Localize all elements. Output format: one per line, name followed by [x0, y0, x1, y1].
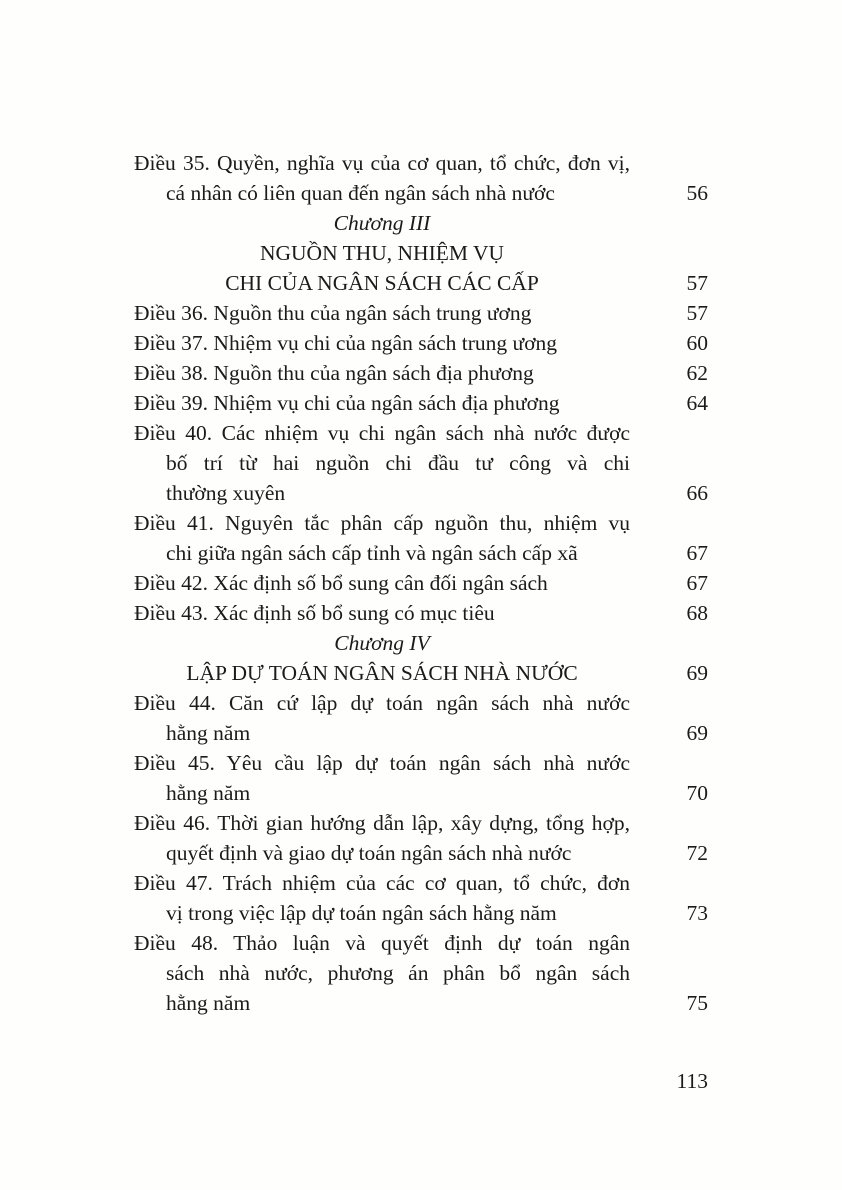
entry-line: Điều 40. Các nhiệm vụ chi ngân sách nhà nước được: [134, 421, 630, 445]
toc-entry-article-39: [134, 388, 708, 418]
entry-line: hằng năm: [166, 991, 251, 1015]
table-of-contents: [134, 148, 708, 1018]
entry-line: Điều 48. Thảo luận và quyết định dự toán ngân: [134, 931, 630, 955]
page-ref: 69: [686, 661, 708, 685]
page-ref: 67: [686, 571, 708, 595]
toc-entry-article-47: [134, 868, 708, 928]
page-ref: 75: [686, 991, 708, 1015]
entry-line: Điều 41. Nguyên tắc phân cấp nguồn thu, nhiệm vụ: [134, 511, 630, 535]
entry-line: chi giữa ngân sách cấp tỉnh và ngân sách cấp xã: [166, 541, 578, 565]
entry-line: hằng năm: [166, 781, 251, 805]
entry-line: Điều 45. Yêu cầu lập dự toán ngân sách nhà nước: [134, 751, 630, 775]
toc-entry-article-48: [134, 928, 708, 1018]
toc-entry-article-36: [134, 298, 708, 328]
page-ref: 67: [686, 541, 708, 565]
entry-line: Điều 42. Xác định số bổ sung cân đối ngân sách: [134, 571, 548, 595]
chapter-label-iii: [134, 208, 708, 238]
page-ref: 72: [686, 841, 708, 865]
entry-line: Điều 44. Căn cứ lập dự toán ngân sách nhà nước: [134, 691, 630, 715]
page-ref: 68: [686, 601, 708, 625]
entry-line: Điều 36. Nguồn thu của ngân sách trung ương: [134, 301, 532, 325]
entry-line: Điều 35. Quyền, nghĩa vụ của cơ quan, tổ chức, đơn vị,: [134, 151, 630, 175]
entry-line: Điều 46. Thời gian hướng dẫn lập, xây dựng, tổng hợp,: [134, 811, 630, 835]
page-ref: 69: [686, 721, 708, 745]
entry-line: Điều 38. Nguồn thu của ngân sách địa phương: [134, 361, 534, 385]
chapter-label-iv: [134, 628, 708, 658]
entry-line: cá nhân có liên quan đến ngân sách nhà nước: [166, 181, 555, 205]
page-ref: 66: [686, 481, 708, 505]
toc-entry-article-43: [134, 598, 708, 628]
page-ref: 62: [686, 361, 708, 385]
page-ref: 57: [686, 301, 708, 325]
entry-line: sách nhà nước, phương án phân bổ ngân sách: [166, 961, 630, 985]
toc-entry-article-40: [134, 418, 708, 508]
chapter-heading-iii: [134, 238, 708, 298]
entry-line: Điều 39. Nhiệm vụ chi của ngân sách địa phương: [134, 391, 560, 415]
chapter-heading-line: NGUỒN THU, NHIỆM VỤ: [259, 241, 505, 265]
page-ref: 57: [686, 271, 708, 295]
toc-entry-article-45: [134, 748, 708, 808]
entry-line: quyết định và giao dự toán ngân sách nhà nước: [166, 841, 572, 865]
page-ref: 56: [686, 181, 708, 205]
page-ref: 73: [686, 901, 708, 925]
entry-line: hằng năm: [166, 721, 251, 745]
toc-entry-article-41: [134, 508, 708, 568]
toc-entry-article-35: [134, 148, 708, 208]
entry-line: bố trí từ hai nguồn chi đầu tư công và chi: [166, 451, 630, 475]
entry-line: vị trong việc lập dự toán ngân sách hằng năm: [166, 901, 557, 925]
chapter-heading-line: LẬP DỰ TOÁN NGÂN SÁCH NHÀ NƯỚC: [186, 661, 578, 685]
entry-line: Điều 43. Xác định số bổ sung có mục tiêu: [134, 601, 495, 625]
chapter-heading-iv: [134, 658, 708, 688]
page-ref: 70: [686, 781, 708, 805]
chapter-label-text: Chương IV: [334, 631, 430, 655]
entry-line: Điều 47. Trách nhiệm của các cơ quan, tổ chức, đơn: [134, 871, 630, 895]
toc-entry-article-46: [134, 808, 708, 868]
entry-line: Điều 37. Nhiệm vụ chi của ngân sách trung ương: [134, 331, 558, 355]
chapter-heading-line: CHI CỦA NGÂN SÁCH CÁC CẤP: [225, 271, 539, 295]
toc-entry-article-38: [134, 358, 708, 388]
entry-line: thường xuyên: [166, 481, 286, 505]
toc-entry-article-37: [134, 328, 708, 358]
folio-page-number: 113: [676, 1069, 708, 1093]
toc-entry-article-44: [134, 688, 708, 748]
page-ref: 60: [686, 331, 708, 355]
page-ref: 64: [686, 391, 708, 415]
toc-entry-article-42: [134, 568, 708, 598]
chapter-label-text: Chương III: [333, 211, 431, 235]
